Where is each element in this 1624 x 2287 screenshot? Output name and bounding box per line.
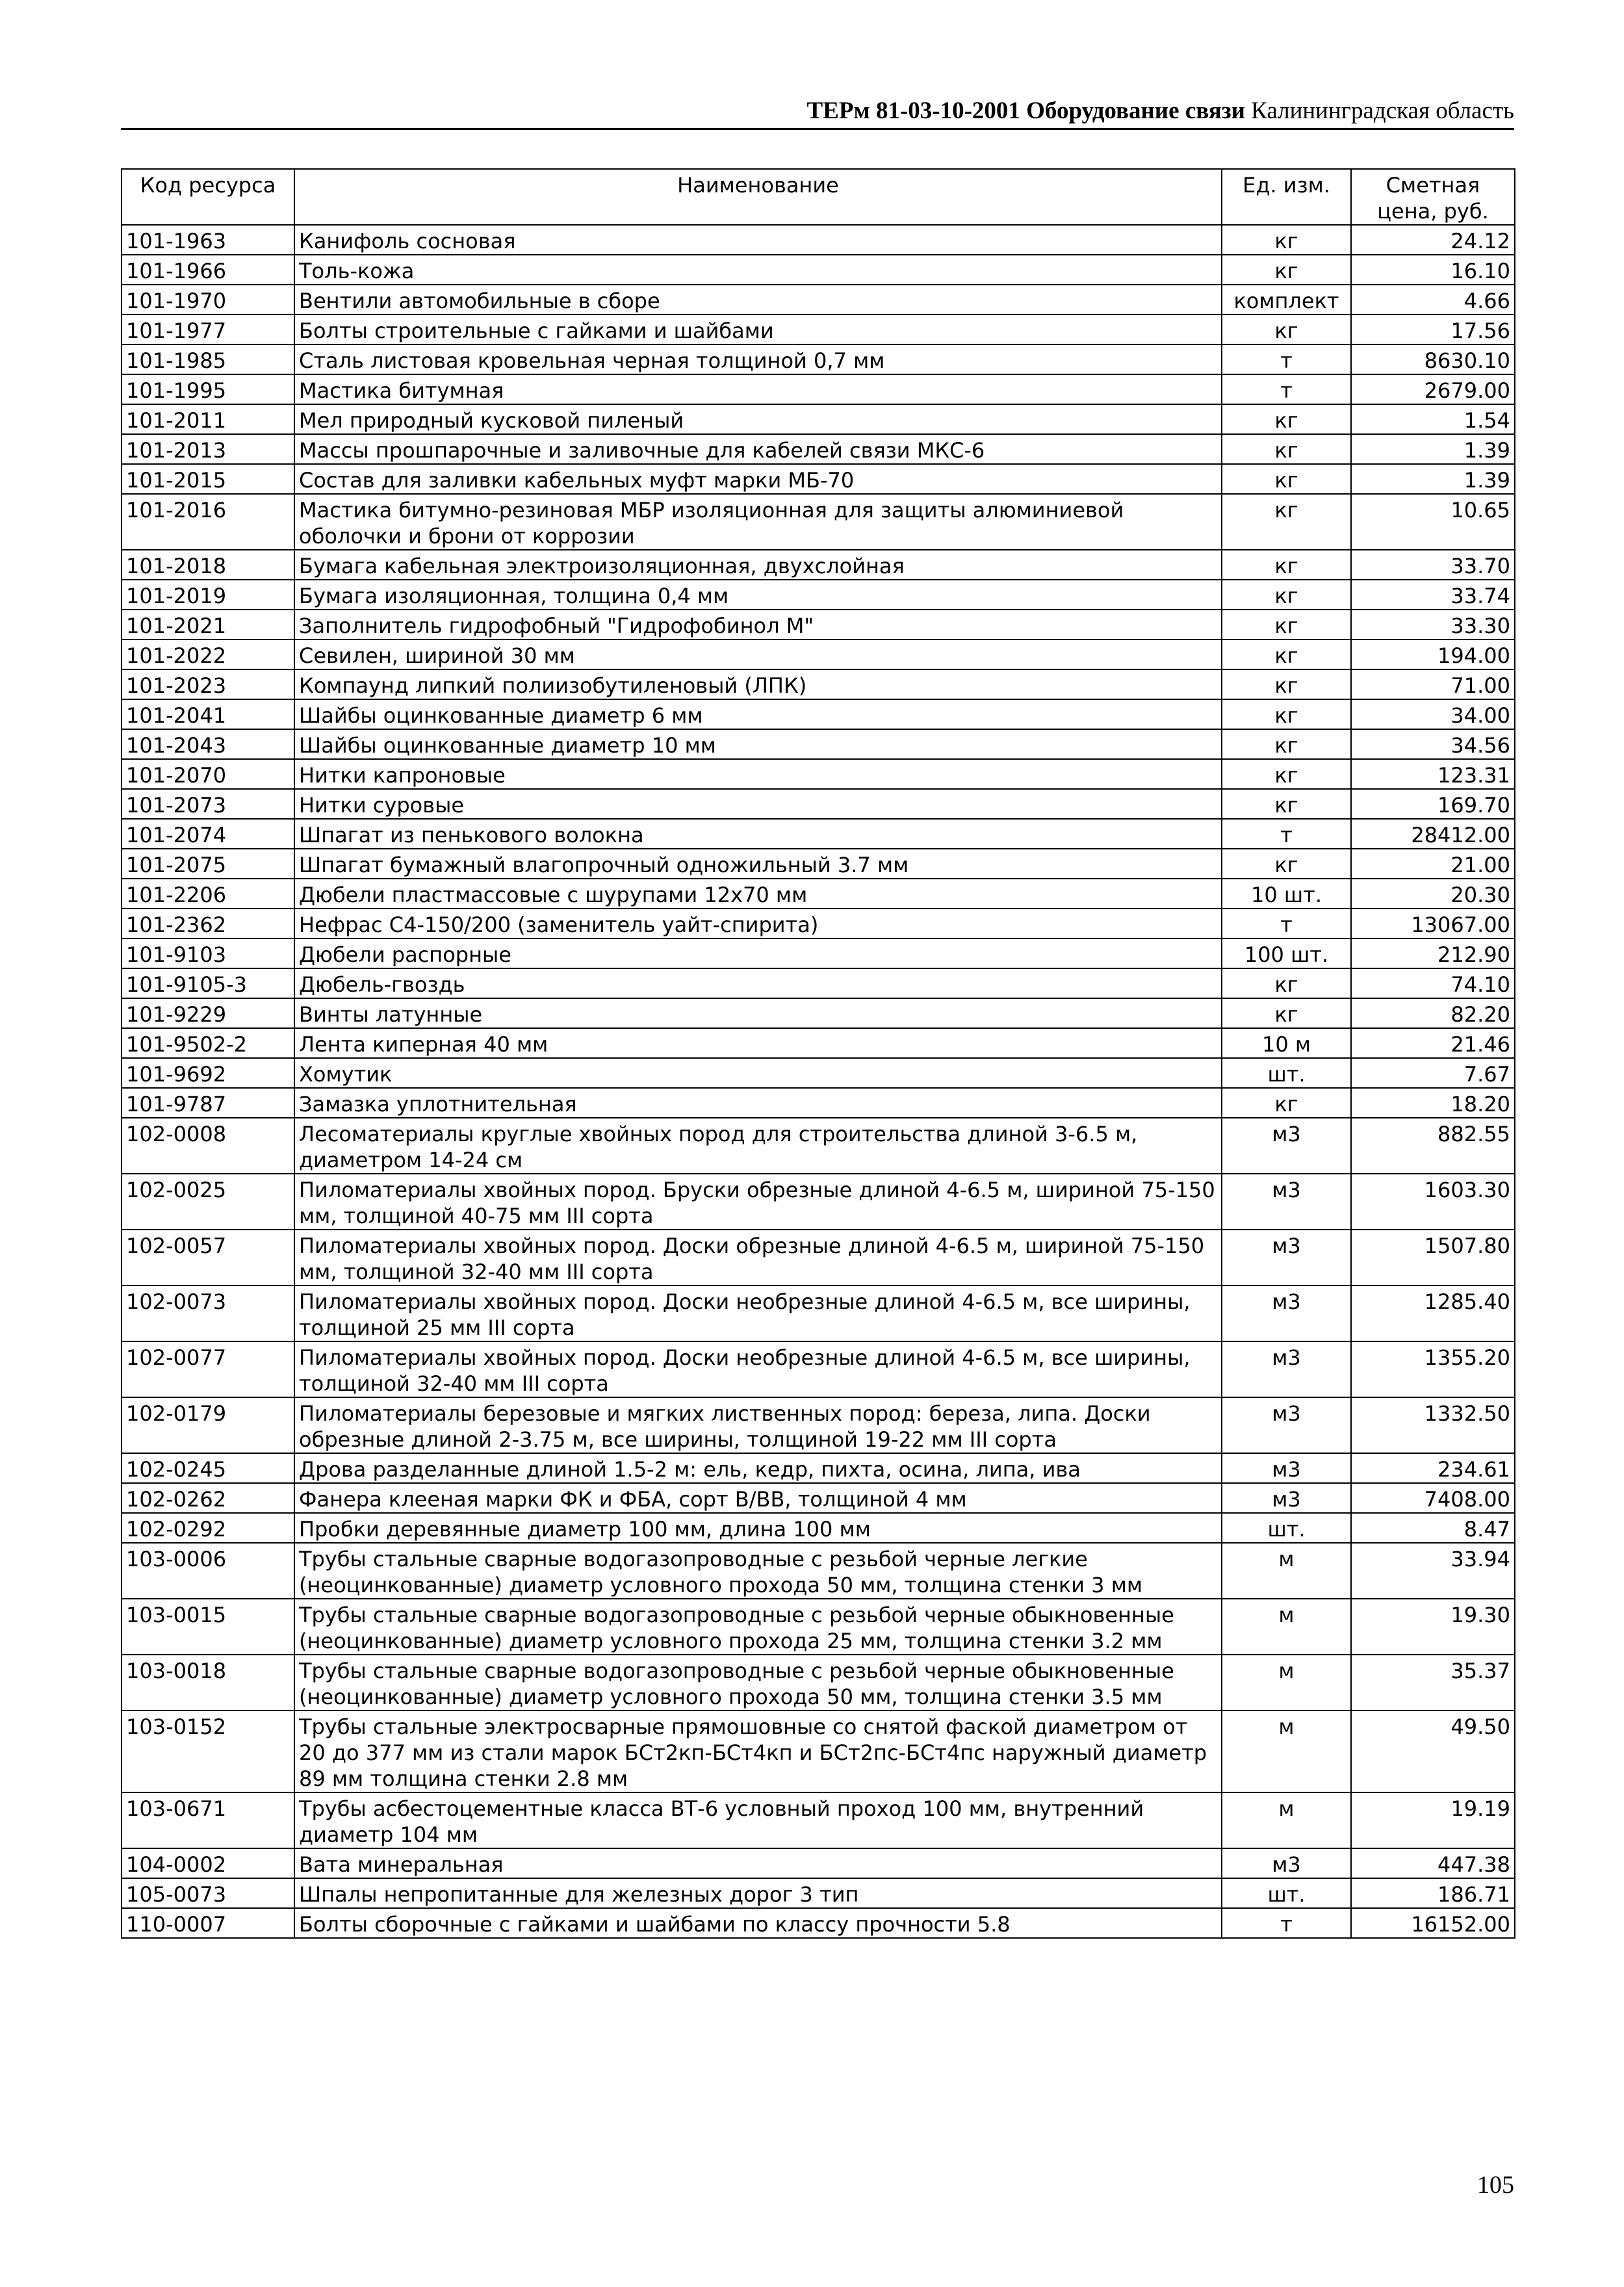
unit-cell: кг bbox=[1222, 998, 1351, 1028]
table-row bbox=[122, 1599, 1515, 1655]
column-header-code: Код ресурса bbox=[122, 169, 294, 225]
table-row bbox=[122, 1341, 1515, 1397]
table-row bbox=[122, 640, 1515, 669]
resource-code-cell: 101-9103 bbox=[122, 938, 294, 968]
resource-name-cell: Дрова разделанные длиной 1.5-2 м: ель, кедр, пихта, осина, липа, ива bbox=[294, 1453, 1222, 1483]
resource-name-cell: Лента киперная 40 мм bbox=[294, 1028, 1222, 1058]
resource-code-cell: 101-9502-2 bbox=[122, 1028, 294, 1058]
table-row bbox=[122, 1088, 1515, 1118]
resource-name-cell: Мел природный кусковой пиленый bbox=[294, 404, 1222, 434]
price-cell: 18.20 bbox=[1351, 1088, 1515, 1118]
unit-cell: кг bbox=[1222, 789, 1351, 819]
unit-cell: комплект bbox=[1222, 285, 1351, 315]
resource-code-cell: 102-0057 bbox=[122, 1230, 294, 1286]
resource-name-cell: Замазка уплотнительная bbox=[294, 1088, 1222, 1118]
price-cell: 1285.40 bbox=[1351, 1286, 1515, 1341]
table-row bbox=[122, 968, 1515, 998]
resource-code-cell: 101-2074 bbox=[122, 819, 294, 849]
resource-name-cell: Компаунд липкий полиизобутиленовый (ЛПК) bbox=[294, 669, 1222, 699]
table-row bbox=[122, 1286, 1515, 1341]
price-cell: 34.00 bbox=[1351, 699, 1515, 729]
table-row bbox=[122, 1711, 1515, 1792]
table-row bbox=[122, 464, 1515, 494]
table-row bbox=[122, 1543, 1515, 1599]
resource-name-cell: Бумага изоляционная, толщина 0,4 мм bbox=[294, 580, 1222, 610]
unit-cell: т bbox=[1222, 374, 1351, 404]
unit-cell: кг bbox=[1222, 580, 1351, 610]
resource-name-cell: Трубы стальные электросварные прямошовные со снятой фаской диаметром от 20 до 377 мм из стали марок БСт2кп-БСт4кп и БСт2пс-БСт4пс наружный диаметр 89 мм толщина стенки 2.8 мм bbox=[294, 1711, 1222, 1792]
resource-code-cell: 101-1985 bbox=[122, 344, 294, 374]
unit-cell: кг bbox=[1222, 494, 1351, 550]
price-cell: 212.90 bbox=[1351, 938, 1515, 968]
resource-name-cell: Шайбы оцинкованные диаметр 10 мм bbox=[294, 729, 1222, 759]
table-row bbox=[122, 998, 1515, 1028]
resource-name-cell: Вата минеральная bbox=[294, 1848, 1222, 1878]
resource-name-cell: Пробки деревянные диаметр 100 мм, длина 100 мм bbox=[294, 1513, 1222, 1543]
unit-cell: 100 шт. bbox=[1222, 938, 1351, 968]
unit-cell: м3 bbox=[1222, 1397, 1351, 1453]
table-row bbox=[122, 729, 1515, 759]
resource-code-cell: 101-9787 bbox=[122, 1088, 294, 1118]
table-row bbox=[122, 879, 1515, 909]
resource-name-cell: Трубы стальные сварные водогазопроводные с резьбой черные легкие (неоцинкованные) диаметр условного прохода 50 мм, толщина стенки 3 мм bbox=[294, 1543, 1222, 1599]
resource-code-cell: 101-1970 bbox=[122, 285, 294, 315]
resource-name-cell: Шпагат из пенькового волокна bbox=[294, 819, 1222, 849]
price-cell: 16.10 bbox=[1351, 255, 1515, 285]
resource-name-cell: Канифоль сосновая bbox=[294, 225, 1222, 255]
table-row bbox=[122, 1655, 1515, 1711]
resource-name-cell: Дюбель-гвоздь bbox=[294, 968, 1222, 998]
unit-cell: кг bbox=[1222, 315, 1351, 344]
resource-name-cell: Нитки капроновые bbox=[294, 759, 1222, 789]
resource-code-cell: 101-2011 bbox=[122, 404, 294, 434]
table-row bbox=[122, 255, 1515, 285]
unit-cell: м3 bbox=[1222, 1848, 1351, 1878]
resource-price-table bbox=[121, 168, 1515, 1939]
resource-code-cell: 101-1977 bbox=[122, 315, 294, 344]
price-cell: 20.30 bbox=[1351, 879, 1515, 909]
resource-code-cell: 103-0006 bbox=[122, 1543, 294, 1599]
resource-name-cell: Хомутик bbox=[294, 1058, 1222, 1088]
table-row bbox=[122, 494, 1515, 550]
resource-code-cell: 101-2016 bbox=[122, 494, 294, 550]
table-body bbox=[122, 225, 1515, 1938]
unit-cell: шт. bbox=[1222, 1513, 1351, 1543]
unit-cell: кг bbox=[1222, 255, 1351, 285]
price-cell: 49.50 bbox=[1351, 1711, 1515, 1792]
resource-name-cell: Дюбели распорные bbox=[294, 938, 1222, 968]
table-row bbox=[122, 849, 1515, 879]
table-row bbox=[122, 1513, 1515, 1543]
resource-code-cell: 103-0018 bbox=[122, 1655, 294, 1711]
table-row bbox=[122, 580, 1515, 610]
resource-name-cell: Нефрас С4-150/200 (заменитель уайт-спирита) bbox=[294, 909, 1222, 938]
price-cell: 28412.00 bbox=[1351, 819, 1515, 849]
resource-name-cell: Винты латунные bbox=[294, 998, 1222, 1028]
resource-name-cell: Болты сборочные с гайками и шайбами по классу прочности 5.8 bbox=[294, 1908, 1222, 1938]
resource-name-cell: Трубы асбестоцементные класса ВТ-6 условный проход 100 мм, внутренний диаметр 104 мм bbox=[294, 1792, 1222, 1848]
price-cell: 33.74 bbox=[1351, 580, 1515, 610]
unit-cell: м bbox=[1222, 1792, 1351, 1848]
document-code: ТЕРм 81-03-10-2001 bbox=[806, 97, 1020, 124]
price-cell: 71.00 bbox=[1351, 669, 1515, 699]
price-cell: 194.00 bbox=[1351, 640, 1515, 669]
price-cell: 33.30 bbox=[1351, 610, 1515, 640]
table-header-row bbox=[122, 169, 1515, 225]
unit-cell: м3 bbox=[1222, 1174, 1351, 1230]
table-row bbox=[122, 1118, 1515, 1174]
unit-cell: т bbox=[1222, 819, 1351, 849]
table-row bbox=[122, 225, 1515, 255]
resource-name-cell: Пиломатериалы хвойных пород. Бруски обрезные длиной 4-6.5 м, шириной 75-150 мм, толщиной 40-75 мм III сорта bbox=[294, 1174, 1222, 1230]
page-header bbox=[121, 96, 1514, 126]
price-cell: 33.70 bbox=[1351, 550, 1515, 580]
unit-cell: кг bbox=[1222, 640, 1351, 669]
resource-table-container bbox=[121, 168, 1514, 1939]
resource-name-cell: Нитки суровые bbox=[294, 789, 1222, 819]
table-row bbox=[122, 434, 1515, 464]
price-cell: 33.94 bbox=[1351, 1543, 1515, 1599]
resource-name-cell: Шайбы оцинкованные диаметр 6 мм bbox=[294, 699, 1222, 729]
unit-cell: м bbox=[1222, 1599, 1351, 1655]
resource-code-cell: 101-2022 bbox=[122, 640, 294, 669]
resource-name-cell: Лесоматериалы круглые хвойных пород для строительства длиной 3-6.5 м, диаметром 14-24 см bbox=[294, 1118, 1222, 1174]
price-cell: 13067.00 bbox=[1351, 909, 1515, 938]
table-row bbox=[122, 374, 1515, 404]
resource-code-cell: 110-0007 bbox=[122, 1908, 294, 1938]
price-cell: 447.38 bbox=[1351, 1848, 1515, 1878]
resource-name-cell: Мастика битумная bbox=[294, 374, 1222, 404]
unit-cell: м bbox=[1222, 1711, 1351, 1792]
price-cell: 234.61 bbox=[1351, 1453, 1515, 1483]
resource-code-cell: 101-2015 bbox=[122, 464, 294, 494]
unit-cell: м3 bbox=[1222, 1118, 1351, 1174]
price-cell: 8630.10 bbox=[1351, 344, 1515, 374]
resource-name-cell: Бумага кабельная электроизоляционная, двухслойная bbox=[294, 550, 1222, 580]
unit-cell: кг bbox=[1222, 1088, 1351, 1118]
resource-code-cell: 102-0262 bbox=[122, 1483, 294, 1513]
unit-cell: т bbox=[1222, 344, 1351, 374]
table-row bbox=[122, 699, 1515, 729]
unit-cell: м3 bbox=[1222, 1341, 1351, 1397]
resource-code-cell: 101-9105-3 bbox=[122, 968, 294, 998]
unit-cell: м bbox=[1222, 1543, 1351, 1599]
price-cell: 19.19 bbox=[1351, 1792, 1515, 1848]
unit-cell: кг bbox=[1222, 464, 1351, 494]
resource-code-cell: 101-2013 bbox=[122, 434, 294, 464]
price-cell: 1.39 bbox=[1351, 464, 1515, 494]
unit-cell: м bbox=[1222, 1655, 1351, 1711]
unit-cell: кг bbox=[1222, 729, 1351, 759]
price-cell: 7.67 bbox=[1351, 1058, 1515, 1088]
price-cell: 82.20 bbox=[1351, 998, 1515, 1028]
price-cell: 4.66 bbox=[1351, 285, 1515, 315]
unit-cell: кг bbox=[1222, 550, 1351, 580]
unit-cell: 10 шт. bbox=[1222, 879, 1351, 909]
price-cell: 169.70 bbox=[1351, 789, 1515, 819]
table-row bbox=[122, 759, 1515, 789]
resource-name-cell: Дюбели пластмассовые с шурупами 12х70 мм bbox=[294, 879, 1222, 909]
resource-code-cell: 101-9229 bbox=[122, 998, 294, 1028]
resource-code-cell: 103-0015 bbox=[122, 1599, 294, 1655]
unit-cell: кг bbox=[1222, 759, 1351, 789]
table-row bbox=[122, 819, 1515, 849]
price-cell: 19.30 bbox=[1351, 1599, 1515, 1655]
table-row bbox=[122, 1397, 1515, 1453]
resource-name-cell: Пиломатериалы хвойных пород. Доски необрезные длиной 4-6.5 м, все ширины, толщиной 25 мм III сорта bbox=[294, 1286, 1222, 1341]
table-row bbox=[122, 1848, 1515, 1878]
resource-name-cell: Фанера клееная марки ФК и ФБА, сорт В/ВВ, толщиной 4 мм bbox=[294, 1483, 1222, 1513]
price-cell: 1603.30 bbox=[1351, 1174, 1515, 1230]
resource-code-cell: 101-2041 bbox=[122, 699, 294, 729]
resource-name-cell: Мастика битумно-резиновая МБР изоляционная для защиты алюминиевой оболочки и брони от коррозии bbox=[294, 494, 1222, 550]
resource-code-cell: 105-0073 bbox=[122, 1878, 294, 1908]
unit-cell: кг bbox=[1222, 610, 1351, 640]
table-row bbox=[122, 550, 1515, 580]
header-rule bbox=[121, 128, 1514, 130]
price-cell: 74.10 bbox=[1351, 968, 1515, 998]
price-cell: 1355.20 bbox=[1351, 1341, 1515, 1397]
unit-cell: кг bbox=[1222, 225, 1351, 255]
resource-code-cell: 101-9692 bbox=[122, 1058, 294, 1088]
resource-code-cell: 101-2362 bbox=[122, 909, 294, 938]
document-title: Оборудование связи bbox=[1026, 97, 1245, 124]
resource-name-cell: Болты строительные с гайками и шайбами bbox=[294, 315, 1222, 344]
unit-cell: м3 bbox=[1222, 1483, 1351, 1513]
resource-code-cell: 101-1995 bbox=[122, 374, 294, 404]
resource-code-cell: 101-2073 bbox=[122, 789, 294, 819]
table-row bbox=[122, 1792, 1515, 1848]
resource-name-cell: Трубы стальные сварные водогазопроводные с резьбой черные обыкновенные (неоцинкованные) диаметр условного прохода 50 мм, толщина стенки 3.5 мм bbox=[294, 1655, 1222, 1711]
resource-code-cell: 101-2075 bbox=[122, 849, 294, 879]
price-cell: 21.00 bbox=[1351, 849, 1515, 879]
price-cell: 17.56 bbox=[1351, 315, 1515, 344]
table-row bbox=[122, 610, 1515, 640]
price-cell: 1332.50 bbox=[1351, 1397, 1515, 1453]
table-row bbox=[122, 1453, 1515, 1483]
table-row bbox=[122, 1908, 1515, 1938]
resource-code-cell: 101-2021 bbox=[122, 610, 294, 640]
document-region: Калининградская область bbox=[1251, 97, 1514, 124]
unit-cell: кг bbox=[1222, 669, 1351, 699]
resource-code-cell: 101-2206 bbox=[122, 879, 294, 909]
resource-name-cell: Трубы стальные сварные водогазопроводные с резьбой черные обыкновенные (неоцинкованные) диаметр условного прохода 25 мм, толщина стенки 3.2 мм bbox=[294, 1599, 1222, 1655]
price-cell: 7408.00 bbox=[1351, 1483, 1515, 1513]
unit-cell: м3 bbox=[1222, 1286, 1351, 1341]
resource-code-cell: 101-2019 bbox=[122, 580, 294, 610]
price-cell: 8.47 bbox=[1351, 1513, 1515, 1543]
resource-code-cell: 101-2070 bbox=[122, 759, 294, 789]
price-cell: 1.39 bbox=[1351, 434, 1515, 464]
resource-code-cell: 101-2043 bbox=[122, 729, 294, 759]
unit-cell: кг bbox=[1222, 849, 1351, 879]
resource-code-cell: 102-0073 bbox=[122, 1286, 294, 1341]
price-cell: 24.12 bbox=[1351, 225, 1515, 255]
resource-code-cell: 104-0002 bbox=[122, 1848, 294, 1878]
price-cell: 123.31 bbox=[1351, 759, 1515, 789]
unit-cell: кг bbox=[1222, 434, 1351, 464]
unit-cell: 10 м bbox=[1222, 1028, 1351, 1058]
table-row bbox=[122, 938, 1515, 968]
table-row bbox=[122, 1058, 1515, 1088]
price-cell: 2679.00 bbox=[1351, 374, 1515, 404]
table-row bbox=[122, 404, 1515, 434]
table-row bbox=[122, 909, 1515, 938]
table-row bbox=[122, 285, 1515, 315]
resource-code-cell: 103-0152 bbox=[122, 1711, 294, 1792]
resource-code-cell: 101-1963 bbox=[122, 225, 294, 255]
resource-code-cell: 102-0077 bbox=[122, 1341, 294, 1397]
resource-name-cell: Сталь листовая кровельная черная толщиной 0,7 мм bbox=[294, 344, 1222, 374]
column-header-unit: Ед. изм. bbox=[1222, 169, 1351, 225]
resource-name-cell: Заполнитель гидрофобный "Гидрофобинол М" bbox=[294, 610, 1222, 640]
table-row bbox=[122, 1230, 1515, 1286]
price-cell: 186.71 bbox=[1351, 1878, 1515, 1908]
table-row bbox=[122, 1878, 1515, 1908]
table-row bbox=[122, 315, 1515, 344]
price-cell: 10.65 bbox=[1351, 494, 1515, 550]
resource-code-cell: 102-0179 bbox=[122, 1397, 294, 1453]
unit-cell: кг bbox=[1222, 968, 1351, 998]
price-cell: 1507.80 bbox=[1351, 1230, 1515, 1286]
price-cell: 882.55 bbox=[1351, 1118, 1515, 1174]
column-header-price: Сметная цена, руб. bbox=[1351, 169, 1515, 225]
resource-name-cell: Толь-кожа bbox=[294, 255, 1222, 285]
resource-name-cell: Массы прошпарочные и заливочные для кабелей связи МКС-6 bbox=[294, 434, 1222, 464]
resource-code-cell: 102-0292 bbox=[122, 1513, 294, 1543]
table-row bbox=[122, 1028, 1515, 1058]
resource-name-cell: Состав для заливки кабельных муфт марки МБ-70 bbox=[294, 464, 1222, 494]
resource-name-cell: Вентили автомобильные в сборе bbox=[294, 285, 1222, 315]
unit-cell: шт. bbox=[1222, 1878, 1351, 1908]
resource-name-cell: Шпалы непропитанные для железных дорог 3 тип bbox=[294, 1878, 1222, 1908]
resource-code-cell: 101-2023 bbox=[122, 669, 294, 699]
resource-code-cell: 101-1966 bbox=[122, 255, 294, 285]
resource-name-cell: Севилен, шириной 30 мм bbox=[294, 640, 1222, 669]
unit-cell: кг bbox=[1222, 699, 1351, 729]
unit-cell: т bbox=[1222, 1908, 1351, 1938]
price-cell: 34.56 bbox=[1351, 729, 1515, 759]
unit-cell: м3 bbox=[1222, 1453, 1351, 1483]
resource-code-cell: 103-0671 bbox=[122, 1792, 294, 1848]
resource-name-cell: Пиломатериалы хвойных пород. Доски обрезные длиной 4-6.5 м, шириной 75-150 мм, толщиной 32-40 мм III сорта bbox=[294, 1230, 1222, 1286]
resource-name-cell: Шпагат бумажный влагопрочный одножильный 3.7 мм bbox=[294, 849, 1222, 879]
resource-code-cell: 102-0025 bbox=[122, 1174, 294, 1230]
table-row bbox=[122, 1483, 1515, 1513]
page-number: 105 bbox=[1477, 2171, 1514, 2199]
table-row bbox=[122, 1174, 1515, 1230]
resource-name-cell: Пиломатериалы березовые и мягких лиственных пород: береза, липа. Доски обрезные длиной 2-3.75 м, все ширины, толщиной 19-22 мм III сорта bbox=[294, 1397, 1222, 1453]
table-row bbox=[122, 344, 1515, 374]
resource-code-cell: 101-2018 bbox=[122, 550, 294, 580]
unit-cell: шт. bbox=[1222, 1058, 1351, 1088]
price-cell: 21.46 bbox=[1351, 1028, 1515, 1058]
column-header-name: Наименование bbox=[294, 169, 1222, 225]
price-cell: 35.37 bbox=[1351, 1655, 1515, 1711]
unit-cell: т bbox=[1222, 909, 1351, 938]
unit-cell: кг bbox=[1222, 404, 1351, 434]
resource-code-cell: 102-0245 bbox=[122, 1453, 294, 1483]
resource-name-cell: Пиломатериалы хвойных пород. Доски необрезные длиной 4-6.5 м, все ширины, толщиной 32-40 мм III сорта bbox=[294, 1341, 1222, 1397]
price-cell: 16152.00 bbox=[1351, 1908, 1515, 1938]
price-cell: 1.54 bbox=[1351, 404, 1515, 434]
table-row bbox=[122, 669, 1515, 699]
unit-cell: м3 bbox=[1222, 1230, 1351, 1286]
table-row bbox=[122, 789, 1515, 819]
resource-code-cell: 102-0008 bbox=[122, 1118, 294, 1174]
